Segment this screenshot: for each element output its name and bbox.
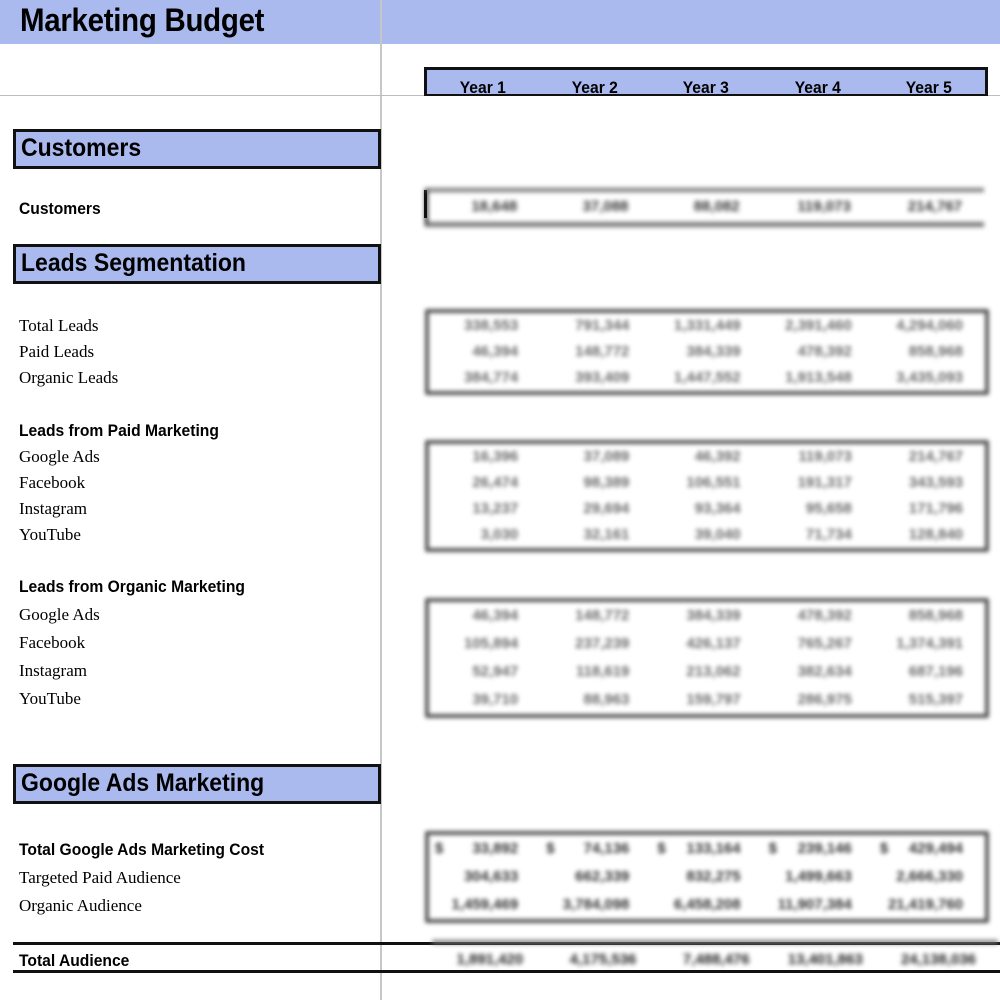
year-2-header: Year 2 bbox=[571, 78, 618, 97]
value-cell: 1,499,663 bbox=[785, 868, 852, 885]
row-label: Google Ads bbox=[19, 605, 100, 624]
value-cell: 46,394 bbox=[472, 343, 519, 360]
value-cell: 71,734 bbox=[805, 526, 852, 543]
table-row bbox=[429, 444, 985, 470]
table-row bbox=[429, 602, 985, 630]
google-ads-values bbox=[425, 831, 989, 923]
value-cell: 2,391,460 bbox=[785, 317, 852, 334]
value-cell: 46,392 bbox=[694, 448, 741, 465]
row-label: YouTube bbox=[19, 689, 81, 708]
value-cell: 88,963 bbox=[583, 691, 630, 708]
value-cell bbox=[874, 835, 985, 863]
value-cell: 119,073 bbox=[798, 448, 852, 465]
value-cell: 11,907,384 bbox=[777, 896, 852, 913]
value-cell: 21,419,760 bbox=[887, 896, 964, 913]
value-cell: 426,137 bbox=[686, 635, 741, 652]
row-label: Facebook bbox=[19, 473, 86, 492]
value-cell bbox=[651, 835, 762, 863]
table-row bbox=[429, 863, 985, 891]
value-cell: 384,774 bbox=[463, 369, 519, 386]
value-cell: 393,409 bbox=[575, 369, 630, 386]
value-cell: 1,913,548 bbox=[785, 369, 852, 386]
value-text: 74,136 bbox=[583, 840, 630, 857]
leads-segmentation-values bbox=[425, 309, 989, 395]
value-cell: 478,392 bbox=[797, 607, 852, 624]
organic-marketing-heading: Leads from Organic Marketing bbox=[19, 577, 245, 596]
paid-marketing-heading: Leads from Paid Marketing bbox=[19, 421, 219, 440]
value-cell: 343,593 bbox=[908, 474, 964, 491]
year-header bbox=[424, 67, 988, 96]
value-cell: 214,767 bbox=[908, 448, 964, 465]
value-cell: 384,339 bbox=[686, 343, 741, 360]
value-cell: 118,619 bbox=[576, 663, 630, 680]
value-cell: 93,364 bbox=[694, 500, 741, 517]
value-cell: 832,275 bbox=[686, 868, 741, 885]
value-cell: 7,488,476 bbox=[682, 951, 750, 968]
page-title: Marketing Budget bbox=[20, 2, 265, 38]
value-cell: 1,459,469 bbox=[451, 896, 519, 913]
customers-y3: 88,082 bbox=[693, 198, 740, 215]
row-label: Organic Leads bbox=[19, 368, 119, 387]
row-label: Instagram bbox=[19, 499, 87, 518]
value-cell: 3,030 bbox=[480, 526, 519, 543]
customers-y4: 119,073 bbox=[797, 198, 851, 215]
value-cell: 384,339 bbox=[686, 607, 741, 624]
row-label: YouTube bbox=[19, 525, 81, 544]
table-row bbox=[429, 339, 985, 365]
value-cell: 52,947 bbox=[472, 663, 519, 680]
total-audience-label: Total Audience bbox=[19, 951, 130, 970]
value-cell: 13,401,863 bbox=[787, 951, 863, 968]
value-cell bbox=[429, 835, 540, 863]
value-cell: 213,062 bbox=[686, 663, 741, 680]
paid-marketing-values bbox=[425, 440, 989, 552]
table-row bbox=[429, 891, 985, 919]
total-bar-top bbox=[432, 940, 998, 944]
table-row bbox=[429, 496, 985, 522]
table-row bbox=[429, 522, 985, 548]
year-4-header: Year 4 bbox=[794, 78, 841, 97]
table-row bbox=[429, 630, 985, 658]
year-5-header: Year 5 bbox=[906, 78, 953, 97]
value-cell: 37,089 bbox=[583, 448, 630, 465]
row-label: Organic Audience bbox=[19, 896, 142, 915]
value-text: 133,164 bbox=[686, 840, 741, 857]
title-band-right bbox=[382, 0, 1000, 44]
value-cell: 1,331,449 bbox=[673, 317, 741, 334]
section-header-leads-segmentation bbox=[13, 244, 381, 284]
value-cell bbox=[540, 835, 651, 863]
total-audience-values bbox=[432, 940, 998, 975]
row-label: Total Leads bbox=[19, 316, 99, 335]
value-cell: 46,394 bbox=[472, 607, 519, 624]
value-cell: 382,634 bbox=[797, 663, 852, 680]
table-row bbox=[429, 658, 985, 686]
currency-symbol: $ bbox=[879, 840, 889, 857]
value-cell: 338,553 bbox=[463, 317, 519, 334]
value-cell: 1,891,420 bbox=[456, 951, 524, 968]
value-cell: 4,175,536 bbox=[569, 951, 637, 968]
customers-values bbox=[425, 188, 984, 227]
value-cell: 26,474 bbox=[472, 474, 519, 491]
value-cell: 105,894 bbox=[463, 635, 519, 652]
value-cell: 1,374,391 bbox=[896, 635, 964, 652]
value-cell: 16,396 bbox=[472, 448, 519, 465]
customers-y5: 214,767 bbox=[907, 198, 963, 215]
value-cell: 24,138,036 bbox=[900, 951, 977, 968]
section-title: Google Ads Marketing bbox=[21, 769, 265, 797]
row-label: Paid Leads bbox=[19, 342, 95, 361]
value-cell: 765,267 bbox=[797, 635, 852, 652]
value-cell: 106,551 bbox=[686, 474, 741, 491]
value-cell: 13,237 bbox=[472, 500, 519, 517]
section-title: Leads Segmentation bbox=[21, 249, 246, 277]
table-row bbox=[429, 835, 985, 863]
year-3-header: Year 3 bbox=[682, 78, 730, 97]
row-label: Instagram bbox=[19, 661, 87, 680]
currency-symbol: $ bbox=[546, 840, 555, 857]
year-1-header: Year 1 bbox=[459, 78, 506, 97]
value-cell: 3,435,093 bbox=[896, 369, 964, 386]
currency-symbol: $ bbox=[657, 840, 666, 857]
organic-marketing-values bbox=[425, 598, 989, 718]
value-text: 239,146 bbox=[797, 840, 852, 857]
row-label: Facebook bbox=[19, 633, 86, 652]
value-cell: 95,658 bbox=[805, 500, 852, 517]
table-row bbox=[429, 313, 985, 339]
value-text: 33,892 bbox=[472, 840, 519, 857]
value-cell: 6,458,208 bbox=[673, 896, 741, 913]
table-row bbox=[429, 686, 985, 714]
value-cell: 148,772 bbox=[575, 343, 630, 360]
value-cell: 1,447,552 bbox=[673, 369, 741, 386]
section-header-google-ads-marketing bbox=[13, 764, 381, 804]
value-cell: 791,344 bbox=[575, 317, 630, 334]
value-cell: 858,968 bbox=[908, 607, 964, 624]
table-row bbox=[429, 365, 985, 391]
value-cell: 237,239 bbox=[575, 635, 630, 652]
currency-symbol: $ bbox=[768, 840, 777, 857]
value-cell: 191,317 bbox=[797, 474, 852, 491]
value-cell: 304,633 bbox=[463, 868, 519, 885]
value-cell: 148,772 bbox=[575, 607, 630, 624]
value-cell: 32,161 bbox=[583, 526, 630, 543]
currency-symbol: $ bbox=[435, 840, 444, 857]
value-cell: 286,975 bbox=[797, 691, 852, 708]
value-cell: 29,694 bbox=[583, 500, 630, 517]
value-text: 429,494 bbox=[908, 840, 964, 857]
value-cell: 98,389 bbox=[583, 474, 630, 491]
row-label: Total Google Ads Marketing Cost bbox=[19, 840, 265, 859]
value-cell: 662,339 bbox=[575, 868, 630, 885]
value-cell: 515,397 bbox=[908, 691, 964, 708]
value-cell: 2,666,330 bbox=[896, 868, 964, 885]
value-cell: 39,710 bbox=[472, 691, 519, 708]
row-label: Targeted Paid Audience bbox=[19, 868, 181, 887]
value-cell: 687,196 bbox=[908, 663, 964, 680]
value-cell: 171,796 bbox=[908, 500, 964, 517]
value-cell: 159,797 bbox=[686, 691, 741, 708]
table-row bbox=[429, 470, 985, 496]
value-cell: 4,294,060 bbox=[896, 317, 964, 334]
customers-y1: 18,648 bbox=[471, 198, 518, 215]
customers-y2: 37,088 bbox=[582, 198, 629, 215]
table-row bbox=[432, 947, 998, 973]
section-header-customers bbox=[13, 129, 381, 169]
value-cell: 128,840 bbox=[908, 526, 964, 543]
value-cell: 3,784,098 bbox=[562, 896, 630, 913]
value-cell bbox=[763, 835, 874, 863]
customers-label: Customers bbox=[19, 199, 101, 218]
value-cell: 478,392 bbox=[797, 343, 852, 360]
value-cell: 858,968 bbox=[908, 343, 964, 360]
section-title: Customers bbox=[21, 134, 142, 162]
value-cell: 39,040 bbox=[694, 526, 741, 543]
row-label: Google Ads bbox=[19, 447, 100, 466]
